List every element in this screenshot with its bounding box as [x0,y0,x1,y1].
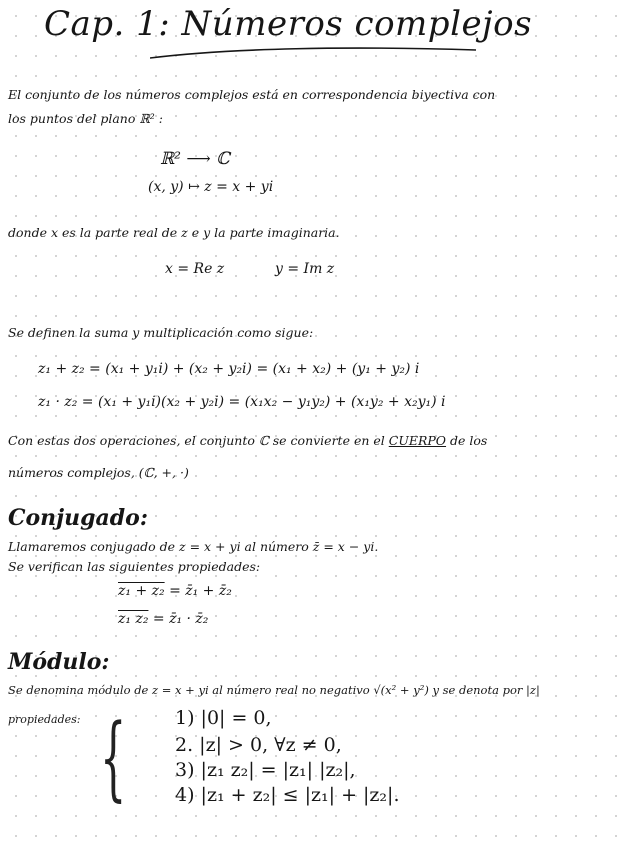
field-line-1-start: Con estas dos operaciones, el conjunto ℂ se convierte en el [8,433,385,448]
sum-equation: z₁ + z₂ = (x₁ + y₁i) + (x₂ + y₂i) = (x₁ + x₂) + (y₁ + y₂) i [38,361,420,377]
conjugate-prop-1-lhs: z₁ + z₂ [118,583,165,599]
map-line-2: (x, y) ↦ z = x + yi [148,179,274,195]
conjugate-definition: Llamaremos conjugado de z = x + yi al número z̄ = x − yi. [8,539,379,554]
modulus-property-1: 1) |0| = 0, [175,707,272,729]
modulus-heading: Módulo: [8,649,110,675]
field-line-2: números complejos, (ℂ, +, ·) [8,465,189,480]
field-word: CUERPO [388,433,447,448]
properties-brace: { [100,704,127,811]
conjugate-prop-1 [118,584,232,599]
conjugate-properties-intro: Se verifican las siguientes propiedades: [8,559,261,574]
operations-intro: Se definen la suma y multiplicación como sigue: [8,325,314,340]
real-imag-text: donde x es la parte real de z e y la parte imaginaria. [8,225,340,240]
imag-part-eq: y = Im z [275,261,335,277]
conjugate-prop-1-rhs: = z̄₁ + z̄₂ [169,583,232,599]
modulus-property-2: 2. |z| > 0, ∀z ≠ 0, [175,734,342,756]
modulus-definition: Se denomina módulo de z = x + yi al número real no negativo √(x² + y²) y se denota por |z| [8,683,540,697]
modulus-property-3: 3) |z₁ z₂| = |z₁| |z₂|, [175,759,356,781]
product-equation: z₁ · z₂ = (x₁ + y₁i)(x₂ + y₂i) = (x₁x₂ − y₁y₂) + (x₁y₂ + x₂y₁) i [38,394,446,410]
conjugate-prop-2 [118,612,208,627]
field-line-1 [8,434,487,448]
page-title: Cap. 1: Números complejos [44,4,533,44]
conjugate-heading: Conjugado: [8,505,148,531]
modulus-property-4: 4) |z₁ + z₂| ≤ |z₁| + |z₂|. [175,784,400,806]
real-part-eq: x = Re z [165,261,225,277]
conjugate-prop-2-lhs: z₁ z₂ [118,611,149,627]
modulus-properties-label: propiedades: [8,713,81,726]
field-line-1-end: de los [450,433,488,448]
title-underline [150,44,480,64]
map-line-1: ℝ² ⟶ ℂ [160,149,230,169]
intro-line-1: El conjunto de los números complejos está en correspondencia biyectiva con [8,87,496,102]
conjugate-prop-2-rhs: = z̄₁ · z̄₂ [152,611,209,627]
intro-line-2: los puntos del plano ℝ² : [8,111,163,126]
